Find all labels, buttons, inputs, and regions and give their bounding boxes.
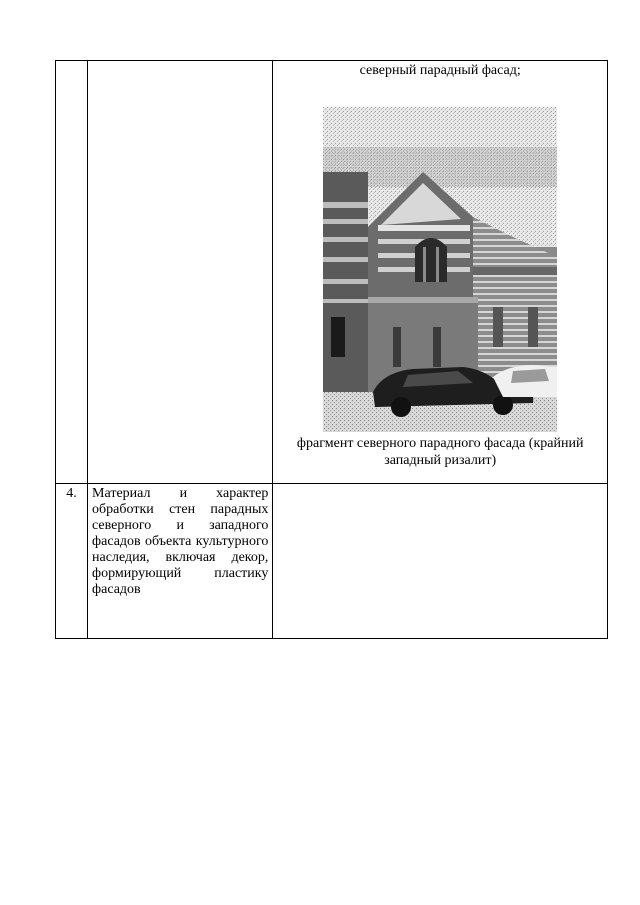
row-name-cell — [88, 61, 273, 484]
row-name-cell — [88, 484, 273, 639]
row-name — [88, 61, 272, 63]
row-value-cell — [273, 61, 608, 484]
row-number-cell — [56, 484, 88, 639]
photo-caption-bottom: фрагмент северного парадного фасада (крайний западный ризалит) — [296, 436, 584, 468]
table-row — [56, 61, 608, 484]
row-name: Материал и характер обработки стен парадных северного и западного фасадов объекта культурного наследия, включая декор, формирующий пластику фасадов — [92, 486, 269, 597]
row-number: 4. — [66, 486, 77, 501]
row-number — [56, 61, 87, 63]
building-facade-photo — [323, 107, 557, 432]
row-value-cell — [273, 484, 608, 639]
row-value-text — [273, 484, 607, 486]
photo-caption-top: северный парадный фасад; — [359, 63, 521, 78]
document-table — [55, 60, 608, 639]
row-number-cell — [56, 61, 88, 484]
table-row — [56, 484, 608, 639]
